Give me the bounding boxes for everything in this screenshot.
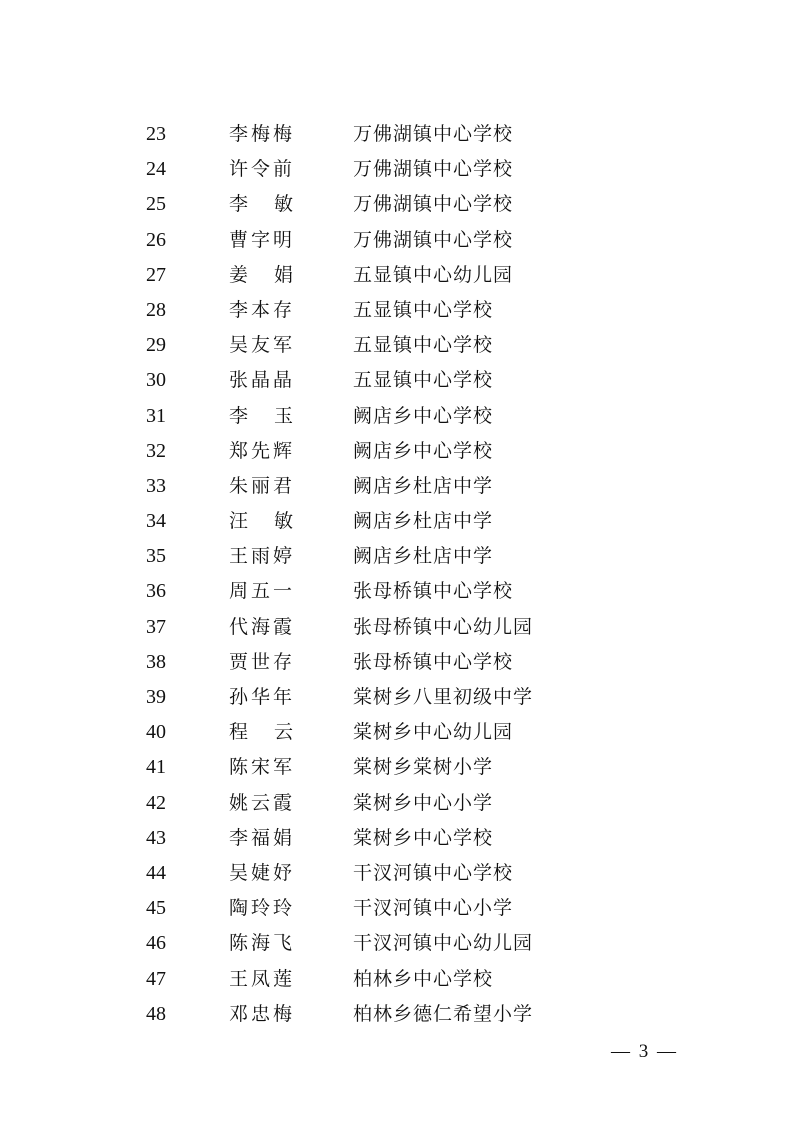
person-name: 贾世存 xyxy=(229,650,293,673)
list-item xyxy=(0,434,794,469)
school-name: 棠树乡中心学校 xyxy=(353,826,494,849)
school-name: 柏林乡德仁希望小学 xyxy=(353,1002,534,1025)
list-item xyxy=(0,645,794,680)
list-item xyxy=(0,258,794,293)
school-name: 张母桥镇中心幼儿园 xyxy=(353,615,534,638)
person-name: 许令前 xyxy=(229,158,293,181)
list-item xyxy=(0,363,794,398)
row-number: 42 xyxy=(146,791,166,814)
list-item xyxy=(0,610,794,645)
row-number: 32 xyxy=(146,439,166,462)
row-number: 24 xyxy=(146,158,166,181)
row-number: 37 xyxy=(146,615,166,638)
school-name: 五显镇中心学校 xyxy=(353,334,494,357)
list-item xyxy=(0,539,794,574)
person-name: 陶玲玲 xyxy=(229,897,293,920)
list-item xyxy=(0,399,794,434)
person-name: 邓忠梅 xyxy=(229,1002,293,1025)
person-name: 郑先辉 xyxy=(229,439,293,462)
list-item xyxy=(0,574,794,609)
row-number: 46 xyxy=(146,932,166,955)
row-number: 45 xyxy=(146,897,166,920)
person-name: 陈宋军 xyxy=(229,756,293,779)
person-name: 曹字明 xyxy=(229,228,293,251)
person-name: 王雨婷 xyxy=(229,545,293,568)
list-item xyxy=(0,293,794,328)
list-item xyxy=(0,786,794,821)
list-item xyxy=(0,962,794,997)
school-name: 阙店乡杜店中学 xyxy=(353,474,494,497)
row-number: 30 xyxy=(146,369,166,392)
list-item xyxy=(0,997,794,1032)
school-name: 五显镇中心幼儿园 xyxy=(353,263,514,286)
person-name: 汪敏 xyxy=(229,510,293,533)
list-item xyxy=(0,715,794,750)
person-name: 李福娟 xyxy=(229,826,293,849)
list-item xyxy=(0,328,794,363)
school-name: 棠树乡中心幼儿园 xyxy=(353,721,514,744)
person-name: 李玉 xyxy=(229,404,293,427)
person-name: 吴婕妤 xyxy=(229,861,293,884)
school-name: 五显镇中心学校 xyxy=(353,298,494,321)
school-name: 阙店乡杜店中学 xyxy=(353,510,494,533)
row-number: 23 xyxy=(146,123,166,145)
school-name: 棠树乡八里初级中学 xyxy=(353,686,534,708)
page-number: — 3 — xyxy=(611,1041,678,1062)
list-item xyxy=(0,117,794,152)
school-name: 阙店乡杜店中学 xyxy=(353,545,494,568)
list-item xyxy=(0,680,794,715)
person-name: 姚云霞 xyxy=(229,791,293,814)
list-item xyxy=(0,223,794,258)
school-name: 棠树乡棠树小学 xyxy=(353,756,494,779)
school-name: 干汊河镇中心学校 xyxy=(353,861,514,884)
school-name: 张母桥镇中心学校 xyxy=(353,580,514,603)
school-name: 万佛湖镇中心学校 xyxy=(353,158,514,181)
row-number: 36 xyxy=(146,580,166,603)
person-name: 代海霞 xyxy=(229,615,293,638)
person-name: 张晶晶 xyxy=(229,369,293,392)
school-name: 干汊河镇中心小学 xyxy=(353,897,514,920)
list-item xyxy=(0,856,794,891)
person-name: 程云 xyxy=(229,721,293,744)
row-number: 26 xyxy=(146,228,166,251)
row-number: 43 xyxy=(146,826,166,849)
person-name: 李敏 xyxy=(229,193,293,216)
school-name: 五显镇中心学校 xyxy=(353,369,494,392)
list-item xyxy=(0,187,794,222)
row-number: 40 xyxy=(146,721,166,744)
school-name: 阙店乡中心学校 xyxy=(353,404,494,427)
row-number: 33 xyxy=(146,474,166,497)
school-name: 阙店乡中心学校 xyxy=(353,439,494,462)
school-name: 万佛湖镇中心学校 xyxy=(353,123,514,145)
row-number: 39 xyxy=(146,686,166,708)
row-number: 27 xyxy=(146,263,166,286)
row-number: 25 xyxy=(146,193,166,216)
school-name: 张母桥镇中心学校 xyxy=(353,650,514,673)
row-number: 28 xyxy=(146,298,166,321)
row-number: 48 xyxy=(146,1002,166,1025)
row-number: 44 xyxy=(146,861,166,884)
name-list xyxy=(0,117,794,1032)
row-number: 47 xyxy=(146,967,166,990)
school-name: 棠树乡中心小学 xyxy=(353,791,494,814)
list-item xyxy=(0,891,794,926)
list-item xyxy=(0,504,794,539)
person-name: 周五一 xyxy=(229,580,293,603)
person-name: 李梅梅 xyxy=(229,123,293,145)
person-name: 姜娟 xyxy=(229,263,293,286)
school-name: 干汊河镇中心幼儿园 xyxy=(353,932,534,955)
school-name: 万佛湖镇中心学校 xyxy=(353,193,514,216)
row-number: 31 xyxy=(146,404,166,427)
list-item xyxy=(0,821,794,856)
person-name: 孙华年 xyxy=(229,686,293,708)
row-number: 41 xyxy=(146,756,166,779)
person-name: 朱丽君 xyxy=(229,474,293,497)
list-item xyxy=(0,750,794,785)
person-name: 陈海飞 xyxy=(229,932,293,955)
row-number: 29 xyxy=(146,334,166,357)
school-name: 万佛湖镇中心学校 xyxy=(353,228,514,251)
list-item xyxy=(0,152,794,187)
row-number: 35 xyxy=(146,545,166,568)
school-name: 柏林乡中心学校 xyxy=(353,967,494,990)
list-item xyxy=(0,469,794,504)
row-number: 38 xyxy=(146,650,166,673)
person-name: 王凤莲 xyxy=(229,967,293,990)
list-item xyxy=(0,926,794,961)
person-name: 李本存 xyxy=(229,298,293,321)
person-name: 吴友军 xyxy=(229,334,293,357)
row-number: 34 xyxy=(146,510,166,533)
